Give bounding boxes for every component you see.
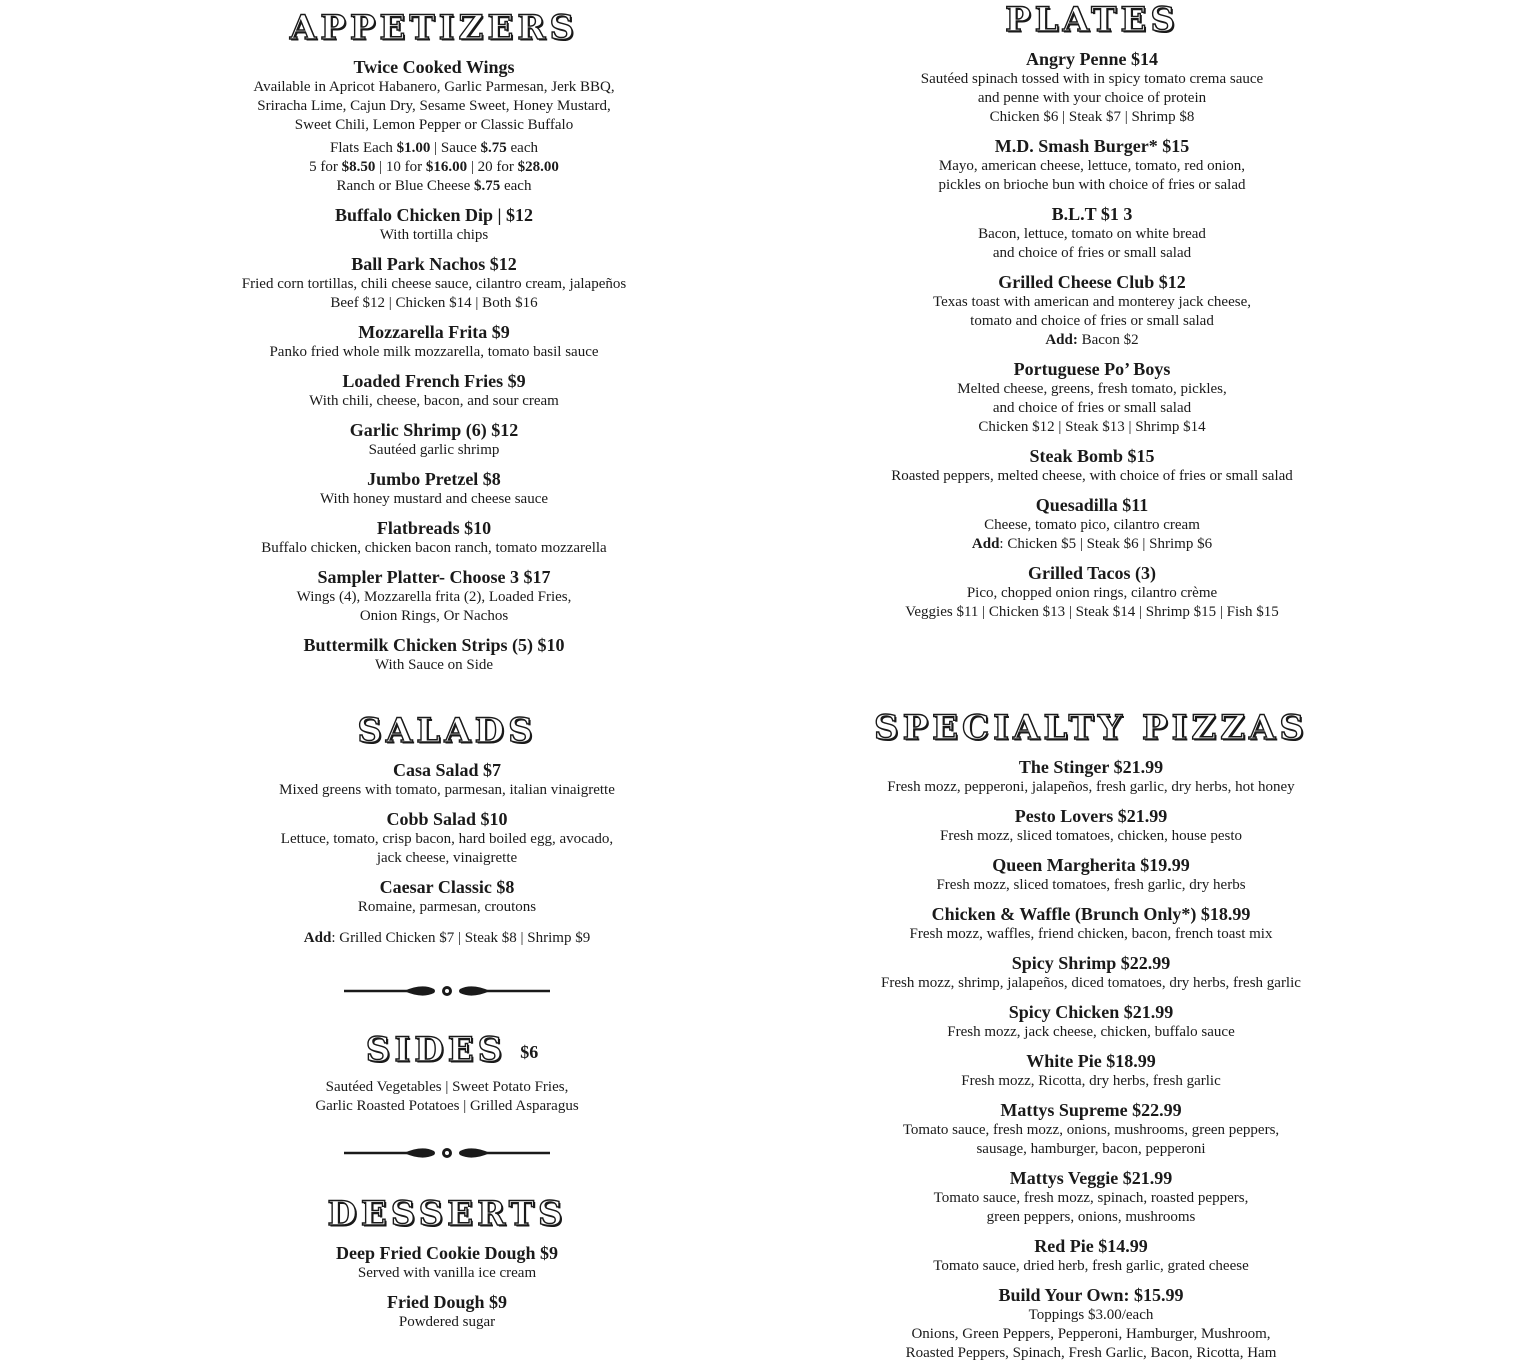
item-desc: With tortilla chips: [379, 227, 489, 243]
item-name: Jumbo Pretzel $8: [367, 469, 501, 489]
menu-item: [862, 48, 1322, 127]
desserts-heading: DESSERTS: [327, 1194, 567, 1234]
item-name: Fried Dough $9: [386, 1292, 507, 1312]
item-name: Spicy Chicken $21.99: [1008, 1002, 1174, 1022]
item-desc: Tomato sauce, dried herb, fresh garlic, grated cheese: [933, 1258, 1249, 1274]
menu-item: [841, 1099, 1341, 1159]
item-desc: Fresh mozz, jack cheese, chicken, buffalo sauce: [947, 1024, 1235, 1040]
menu-item: [841, 1235, 1341, 1276]
item-name: Grilled Cheese Club $12: [998, 272, 1186, 292]
item-name: Steak Bomb $15: [1029, 446, 1155, 466]
menu-item: [862, 135, 1322, 195]
item-desc: pickles on brioche bun with choice of fries or salad: [938, 177, 1246, 193]
menu-item: [204, 634, 664, 675]
item-desc: Served with vanilla ice cream: [357, 1265, 537, 1281]
item-desc: Roasted peppers, melted cheese, with choice of fries or small salad: [891, 468, 1293, 484]
item-desc: Fresh mozz, waffles, friend chicken, bacon, french toast mix: [909, 926, 1273, 942]
item-desc: Chicken $6 | Steak $7 | Shrimp $8: [989, 109, 1195, 125]
menu-item: [204, 566, 664, 626]
menu-item: [862, 271, 1322, 350]
wing-flats-pricing: Flats Each $1.00 | Sauce $.75 each: [330, 140, 538, 156]
item-desc: Wings (4), Mozzarella frita (2), Loaded Fries,: [296, 589, 572, 605]
item-desc: Veggies $11 | Chicken $13 | Steak $14 | Shrimp $15 | Fish $15: [905, 604, 1279, 620]
item-name: Flatbreads $10: [376, 518, 492, 538]
item-desc: With honey mustard and cheese sauce: [319, 491, 549, 507]
item-desc: Fresh mozz, sliced tomatoes, fresh garlic, dry herbs: [936, 877, 1246, 893]
item-add-on: Add: Chicken $5 | Steak $6 | Shrimp $6: [971, 536, 1213, 552]
plates-list: [862, 48, 1322, 622]
item-desc: Tomato sauce, fresh mozz, onions, mushrooms, green peppers,: [902, 1122, 1280, 1138]
item-desc: tomato and choice of fries or small salad: [970, 313, 1214, 329]
item-name: Queen Margherita $19.99: [992, 855, 1190, 875]
item-desc: and choice of fries or small salad: [992, 400, 1192, 416]
wing-dressing-pricing: Ranch or Blue Cheese $.75 each: [336, 178, 532, 194]
item-desc: Bacon, lettuce, tomato on white bread: [978, 226, 1206, 242]
menu-item: [217, 808, 677, 868]
item-name: Caesar Classic $8: [379, 877, 515, 897]
item-desc: Sautéed spinach tossed with in spicy tomato crema sauce: [920, 71, 1264, 87]
menu-item: [841, 1050, 1341, 1091]
item-name: Buttermilk Chicken Strips (5) $10: [303, 635, 565, 655]
item-desc: Powdered sugar: [398, 1314, 496, 1330]
item-desc: Buffalo chicken, chicken bacon ranch, tomato mozzarella: [261, 540, 607, 556]
item-desc: Texas toast with american and monterey jack cheese,: [933, 294, 1251, 310]
item-desc: Romaine, parmesan, croutons: [357, 899, 537, 915]
item-name: Ball Park Nachos $12: [351, 254, 517, 274]
menu-item: [862, 358, 1322, 437]
ornament-divider: [342, 1143, 552, 1163]
sides-section: [217, 1030, 677, 1116]
sides-title: SIDES: [365, 1030, 507, 1070]
item-desc: Fried corn tortillas, chili cheese sauce, cilantro cream, jalapeños: [241, 276, 627, 292]
item-desc: Tomato sauce, fresh mozz, spinach, roasted peppers,: [933, 1190, 1249, 1206]
item-name: Loaded French Fries $9: [342, 371, 526, 391]
menu-item: [204, 253, 664, 313]
wing-quantity-pricing: 5 for $8.50 | 10 for $16.00 | 20 for $28.00: [309, 159, 559, 175]
plates-section: [862, 0, 1322, 630]
pizzas-list: [841, 756, 1341, 1363]
sides-price: $6: [520, 1042, 539, 1062]
menu-item: [841, 903, 1341, 944]
item-desc: Melted cheese, greens, fresh tomato, pickles,: [957, 381, 1227, 397]
item-desc: Roasted Peppers, Spinach, Fresh Garlic, Bacon, Ricotta, Ham: [905, 1345, 1277, 1361]
item-desc: Toppings $3.00/each: [1028, 1307, 1154, 1323]
plates-heading: PLATES: [1005, 0, 1179, 40]
menu-item: [841, 756, 1341, 797]
menu-item: [862, 562, 1322, 622]
menu-item: [841, 805, 1341, 846]
item-desc: Lettuce, tomato, crisp bacon, hard boiled egg, avocado,: [280, 831, 614, 847]
item-desc: Sautéed garlic shrimp: [368, 442, 500, 458]
item-desc: Panko fried whole milk mozzarella, tomato basil sauce: [269, 344, 599, 360]
item-name: Casa Salad $7: [392, 760, 502, 780]
item-name: Grilled Tacos (3): [1027, 563, 1156, 583]
item-name: Buffalo Chicken Dip | $12: [335, 205, 533, 225]
pizzas-section: [841, 708, 1341, 1371]
item-desc: green peppers, onions, mushrooms: [986, 1209, 1196, 1225]
item-desc: Mayo, american cheese, lettuce, tomato, red onion,: [938, 158, 1246, 174]
menu-item: [204, 56, 664, 196]
item-desc: sausage, hamburger, bacon, pepperoni: [976, 1141, 1206, 1157]
menu-item: [204, 468, 664, 509]
salads-add-ons: Add: Grilled Chicken $7 | Steak $8 | Shrimp $9: [303, 930, 591, 946]
menu-item: [841, 854, 1341, 895]
item-desc: Fresh mozz, Ricotta, dry herbs, fresh garlic: [961, 1073, 1221, 1089]
item-desc: Cheese, tomato pico, cilantro cream: [984, 517, 1200, 533]
item-name: Build Your Own: $15.99: [998, 1285, 1184, 1305]
item-name: Sampler Platter- Choose 3 $17: [317, 567, 551, 587]
item-name: Deep Fried Cookie Dough $9: [336, 1243, 558, 1263]
menu-item: [204, 517, 664, 558]
item-name: Red Pie $14.99: [1034, 1236, 1148, 1256]
salads-list: [217, 759, 677, 917]
ornament-divider: [342, 981, 552, 1001]
item-desc: and choice of fries or small salad: [992, 245, 1192, 261]
item-name: Mattys Supreme $22.99: [1000, 1100, 1182, 1120]
item-desc: Chicken $12 | Steak $13 | Shrimp $14: [978, 419, 1206, 435]
salads-heading: SALADS: [357, 711, 537, 751]
appetizers-section: [204, 8, 664, 683]
menu-item: [862, 494, 1322, 554]
menu-item: [841, 1284, 1341, 1363]
menu-item: [841, 1001, 1341, 1042]
menu-item: [217, 876, 677, 917]
item-desc: Fresh mozz, pepperoni, jalapeños, fresh garlic, dry herbs, hot honey: [887, 779, 1295, 795]
menu-item: [217, 1291, 677, 1332]
item-desc: Mixed greens with tomato, parmesan, italian vinaigrette: [279, 782, 615, 798]
menu-item: [841, 1167, 1341, 1227]
item-desc: Onion Rings, Or Nachos: [359, 608, 509, 624]
item-name: Pesto Lovers $21.99: [1014, 806, 1168, 826]
item-name: Quesadilla $11: [1035, 495, 1149, 515]
item-name: Angry Penne $14: [1026, 49, 1158, 69]
item-name: The Stinger $21.99: [1018, 757, 1164, 777]
item-name: Spicy Shrimp $22.99: [1011, 953, 1171, 973]
item-name: Twice Cooked Wings: [353, 57, 515, 77]
item-desc: Pico, chopped onion rings, cilantro crème: [966, 585, 1218, 601]
sides-line: Sautéed Vegetables | Sweet Potato Fries,: [325, 1079, 569, 1095]
sides-line: Garlic Roasted Potatoes | Grilled Asparagus: [315, 1098, 579, 1114]
menu-item: [841, 952, 1341, 993]
appetizers-list: [204, 204, 664, 675]
item-add-on: Add: Bacon $2: [1045, 332, 1139, 348]
menu-item: [862, 203, 1322, 263]
menu-item: [204, 204, 664, 245]
item-name: Chicken & Waffle (Brunch Only*) $18.99: [931, 904, 1251, 924]
item-name: B.L.T $1 3: [1051, 204, 1133, 224]
menu-item: [217, 1242, 677, 1283]
menu-item: [862, 445, 1322, 486]
item-name: Portuguese Po’ Boys: [1013, 359, 1171, 379]
menu-item: [204, 321, 664, 362]
item-name: M.D. Smash Burger* $15: [994, 136, 1190, 156]
item-desc: Onions, Green Peppers, Pepperoni, Hamburger, Mushroom,: [911, 1326, 1271, 1342]
item-desc: Fresh mozz, shrimp, jalapeños, diced tomatoes, dry herbs, fresh garlic: [881, 975, 1301, 991]
item-desc: Available in Apricot Habanero, Garlic Parmesan, Jerk BBQ,: [253, 79, 615, 95]
desserts-list: [217, 1242, 677, 1332]
item-desc: Fresh mozz, sliced tomatoes, chicken, house pesto: [939, 828, 1242, 844]
item-desc: and penne with your choice of protein: [977, 90, 1207, 106]
item-desc: Sweet Chili, Lemon Pepper or Classic Buffalo: [294, 117, 574, 133]
item-name: Cobb Salad $10: [386, 809, 508, 829]
menu-item: [217, 759, 677, 800]
item-desc: Sriracha Lime, Cajun Dry, Sesame Sweet, Honey Mustard,: [257, 98, 611, 114]
item-name: White Pie $18.99: [1026, 1051, 1156, 1071]
item-name: Mozzarella Frita $9: [358, 322, 510, 342]
salads-section: [217, 711, 677, 948]
desserts-section: [217, 1194, 677, 1340]
item-name: Mattys Veggie $21.99: [1009, 1168, 1173, 1188]
pizzas-heading: SPECIALTY PIZZAS: [874, 708, 1308, 748]
appetizers-heading: APPETIZERS: [289, 8, 579, 48]
sides-heading: [227, 1030, 677, 1072]
item-name: Garlic Shrimp (6) $12: [349, 420, 519, 440]
item-desc: With chili, cheese, bacon, and sour cream: [309, 393, 559, 409]
item-desc: Beef $12 | Chicken $14 | Both $16: [330, 295, 538, 311]
item-desc: With Sauce on Side: [374, 657, 494, 673]
item-desc: jack cheese, vinaigrette: [376, 850, 518, 866]
menu-item: [204, 370, 664, 411]
menu-item: [204, 419, 664, 460]
